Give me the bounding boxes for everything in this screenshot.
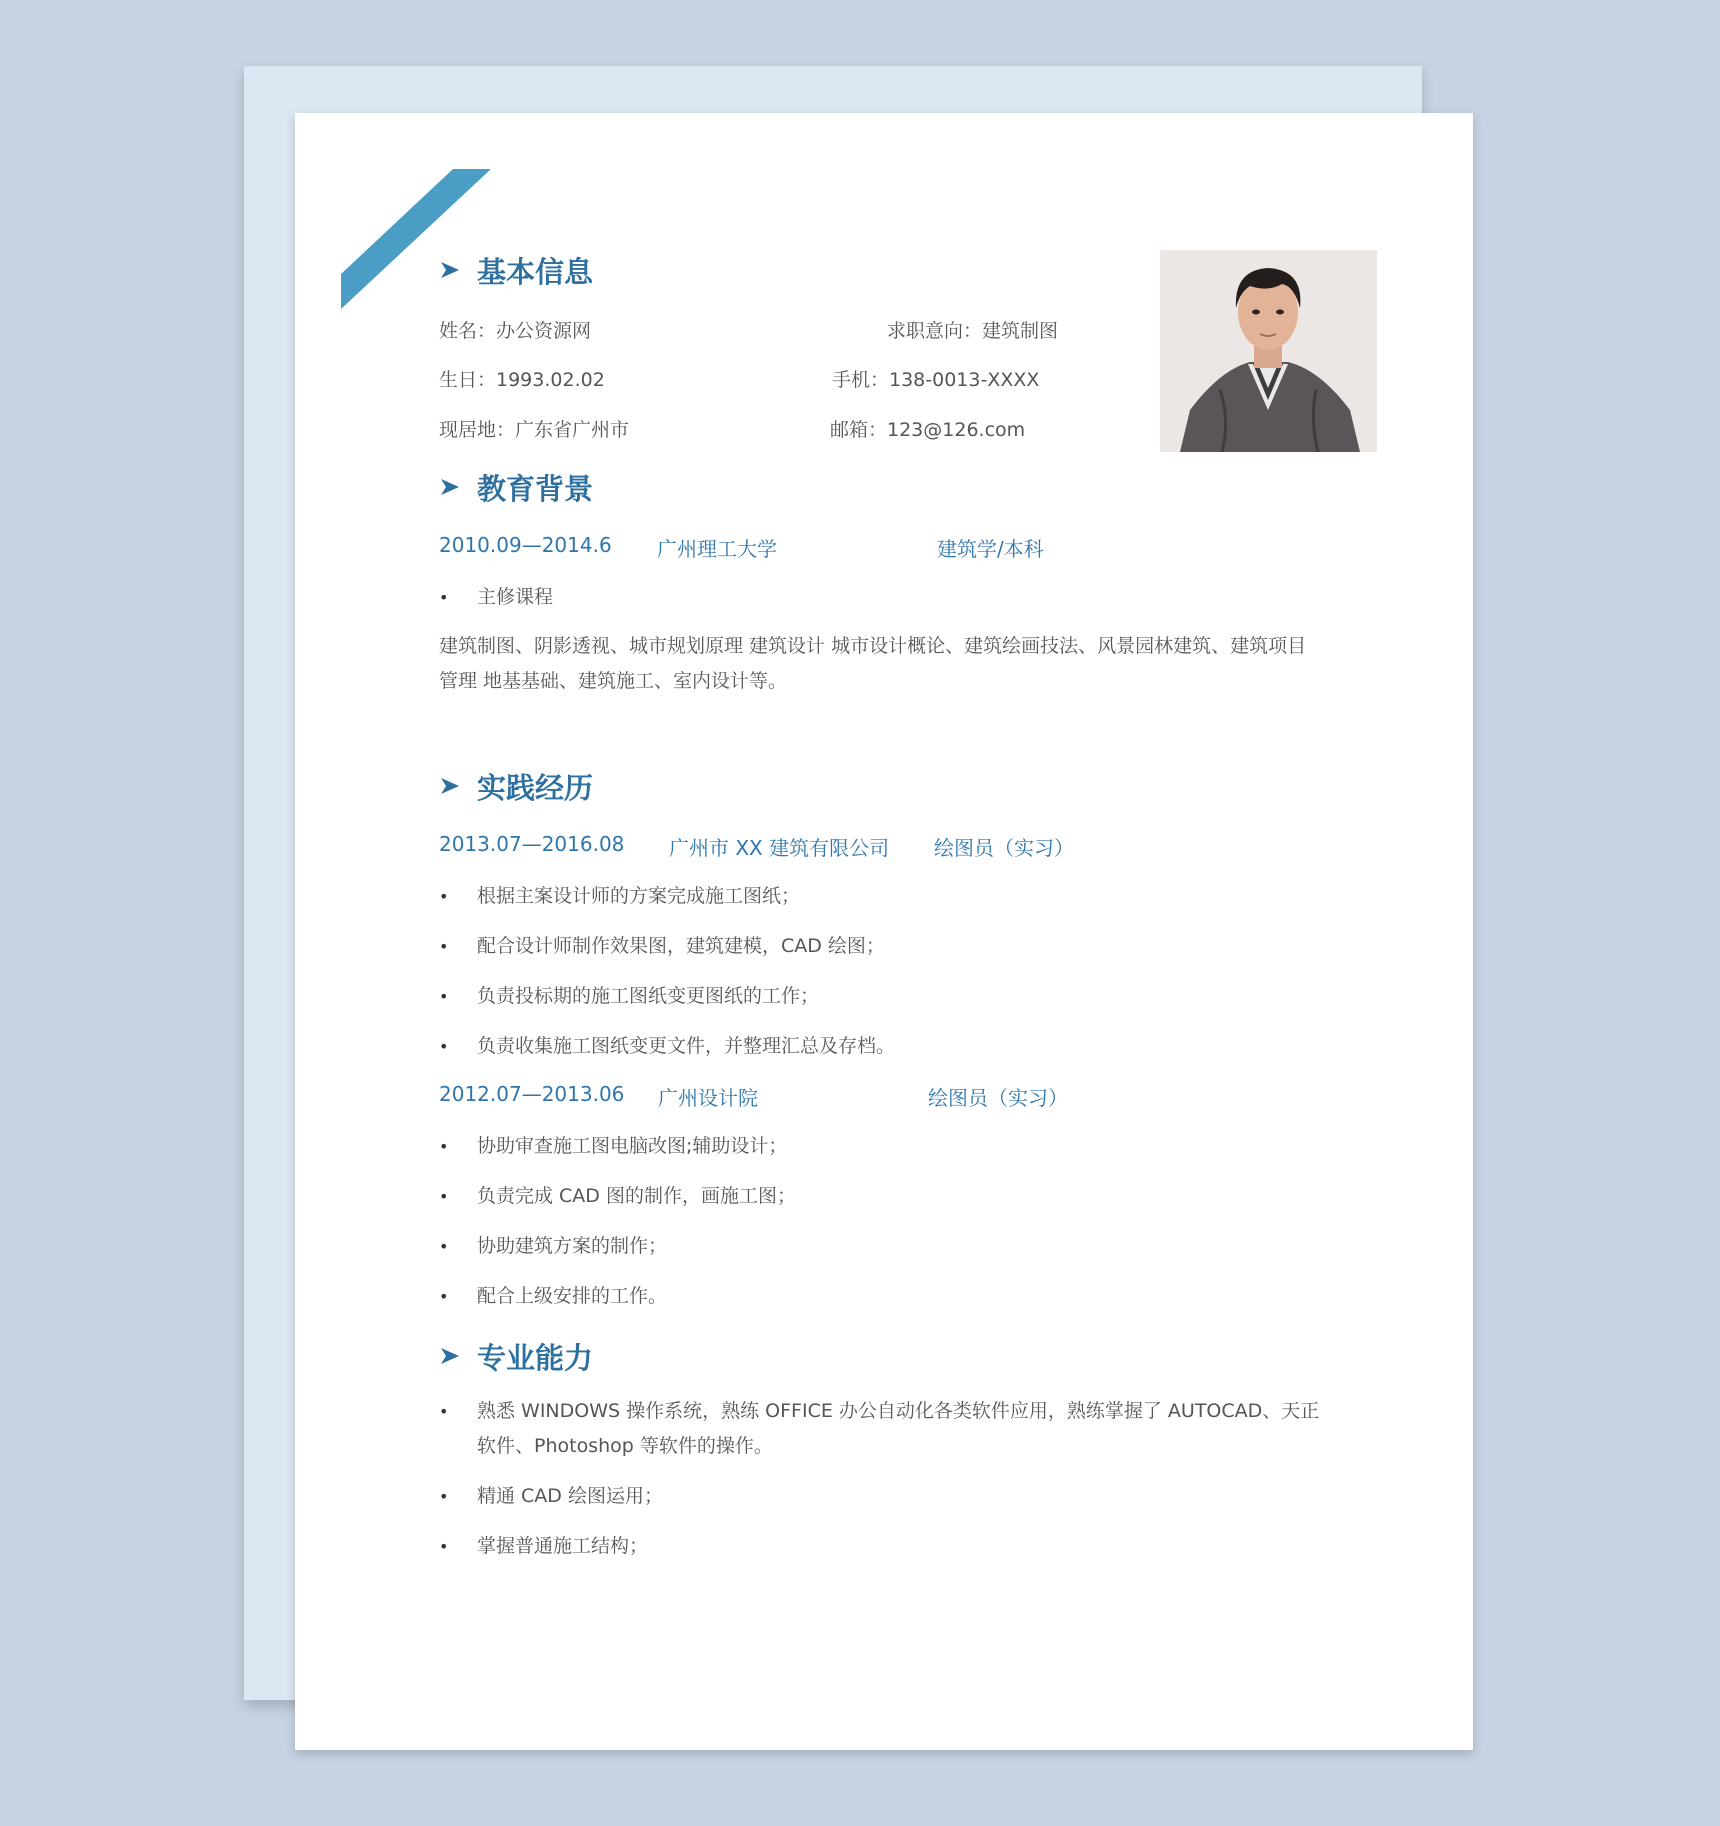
- education-school: 广州理工大学: [657, 537, 777, 561]
- practice-2-period: 2012.07—2013.06: [439, 1082, 625, 1106]
- list-item: • 协助审查施工图电脑改图;辅助设计；: [439, 1135, 788, 1157]
- skill-1-line-1: 熟悉 WINDOWS 操作系统，熟练 OFFICE 办公自动化各类软件应用，熟练掌握了 AUTOCAD、天正: [477, 1400, 1320, 1422]
- location-field: 现居地：广东省广州市: [439, 419, 630, 441]
- list-item: • 负责投标期的施工图纸变更图纸的工作；: [439, 985, 820, 1007]
- courses-line-1: 建筑制图、阴影透视、城市规划原理 建筑设计 城市设计概论、建筑绘画技法、风景园林建筑、建筑项目: [439, 635, 1307, 657]
- resume-page: [295, 113, 1473, 1750]
- email-field: 邮箱：123@126.com: [830, 419, 1026, 441]
- skill-1-line-2: 软件、Photoshop 等软件的操作。: [477, 1435, 773, 1457]
- arrow-icon: [439, 476, 461, 498]
- practice-2-role: 绘图员（实习）: [928, 1086, 1068, 1110]
- list-item: • 主修课程: [439, 580, 553, 615]
- list-item: • 负责完成 CAD 图的制作，画施工图；: [439, 1185, 796, 1207]
- practice-1-period: 2013.07—2016.08: [439, 832, 625, 856]
- arrow-icon: [439, 775, 461, 797]
- education-major: 建筑学/本科: [937, 537, 1044, 561]
- intent-field: 求职意向：建筑制图: [887, 320, 1059, 342]
- section-title-practice: [439, 766, 593, 806]
- course-label: 主修课程: [477, 586, 554, 608]
- section-title-skills: [439, 1336, 593, 1376]
- list-item: • 配合上级安排的工作。: [439, 1285, 668, 1307]
- person-portrait-icon: [1160, 250, 1377, 452]
- section-title-label: 专业能力: [477, 1340, 594, 1375]
- list-item: • 精通 CAD 绘图运用；: [439, 1485, 663, 1507]
- list-item: • 协助建筑方案的制作；: [439, 1235, 668, 1257]
- section-title-label: 基本信息: [477, 254, 594, 289]
- list-item: • 配合设计师制作效果图，建筑建模，CAD 绘图；: [439, 935, 885, 957]
- list-item: • 掌握普通施工结构；: [439, 1535, 649, 1557]
- practice-2-company: 广州设计院: [658, 1086, 758, 1110]
- section-title-basic: [439, 250, 593, 290]
- practice-1-role: 绘图员（实习）: [934, 836, 1074, 860]
- section-title-label: 教育背景: [477, 471, 594, 506]
- list-item: • 负责收集施工图纸变更文件，并整理汇总及存档。: [439, 1035, 896, 1057]
- list-item: • 熟悉 WINDOWS 操作系统，熟练 OFFICE 办公自动化各类软件应用，熟练掌握了 AUTOCAD、天正 软件、Photoshop 等软件的操作。: [439, 1394, 1319, 1464]
- arrow-icon: [439, 259, 461, 281]
- courses-line-2: 管理 地基基础、建筑施工、室内设计等。: [439, 670, 788, 692]
- profile-photo: [1160, 250, 1377, 452]
- section-title-education: [439, 467, 593, 507]
- arrow-icon: [439, 1345, 461, 1367]
- practice-1-company: 广州市 XX 建筑有限公司: [669, 836, 890, 860]
- list-item: • 根据主案设计师的方案完成施工图纸；: [439, 885, 801, 907]
- name-field: 姓名：办公资源网: [439, 320, 592, 342]
- education-period: 2010.09—2014.6: [439, 533, 612, 557]
- courses-paragraph: [439, 629, 1339, 699]
- phone-field: 手机：138-0013-XXXX: [832, 369, 1040, 391]
- section-title-label: 实践经历: [477, 770, 594, 805]
- birthday-field: 生日：1993.02.02: [439, 369, 605, 391]
